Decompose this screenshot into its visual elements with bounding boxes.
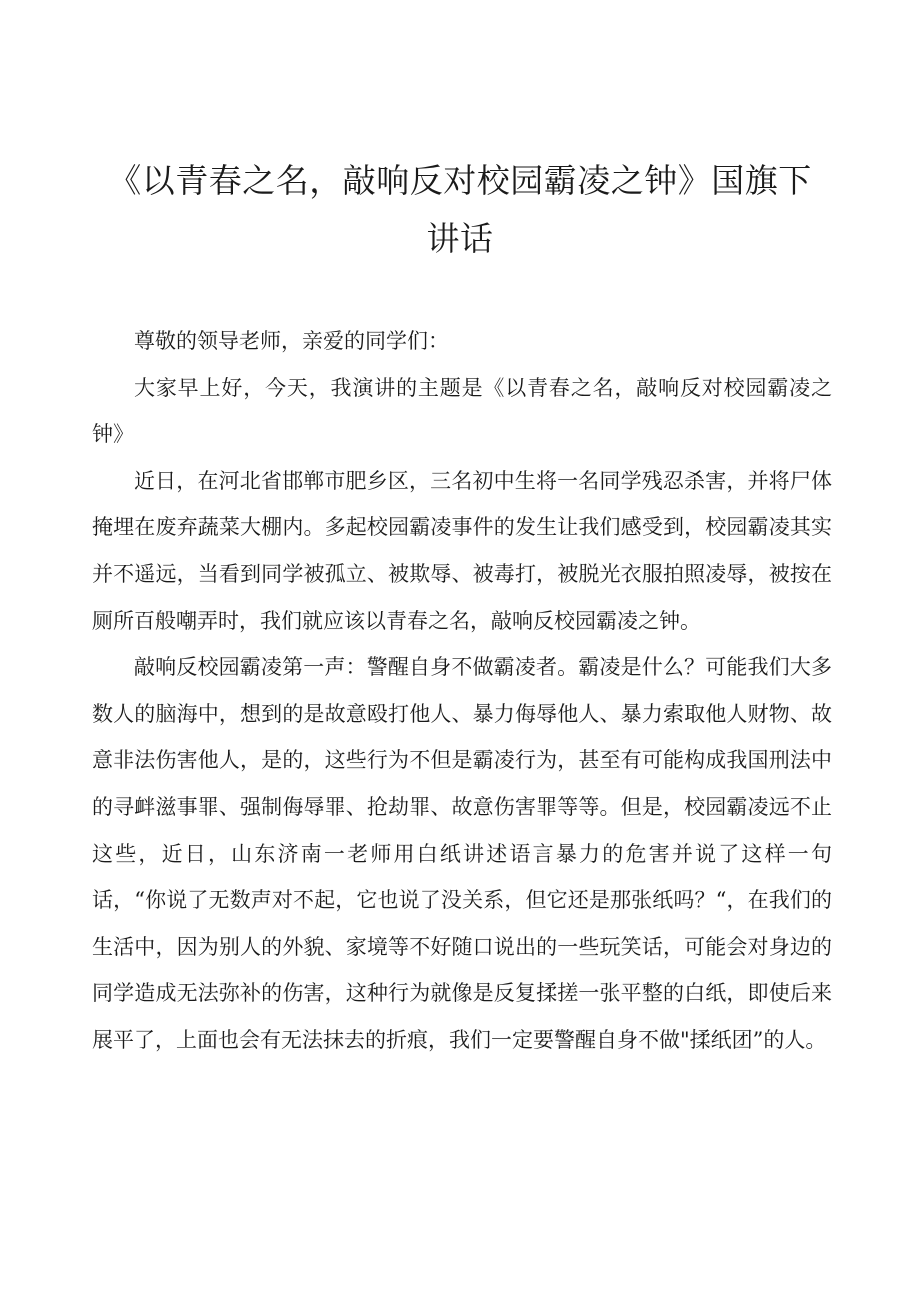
paragraph-topic: 大家早上好，今天，我演讲的主题是《以青春之名，敲响反对校园霸凌之钟》 [92,375,832,447]
paragraph-incident: 近日，在河北省邯郸市肥乡区，三名初中生将一名同学残忍杀害，并将尸体掩埋在废弃蔬菜大棚内。多起校园霸凌事件的发生让我们感受到，校园霸凌其实并不遥远，当看到同学被孤立、被欺辱、被毒打，被脱光衣服拍照凌辱，被按在厕所百般嘲弄时，我们就应该以青春之名，敲响反校园霸凌之钟。 [92,468,832,633]
paragraph-first-bell: 敲响反校园霸凌第一声：警醒自身不做霸凌者。霸凌是什么？可能我们大多数人的脑海中，想到的是故意殴打他人、暴力侮辱他人、暴力索取他人财物、故意非法伤害他人，是的，这些行为不但是霸凌行为，甚至有可能构成我国刑法中的寻衅滋事罪、强制侮辱罪、抢劫罪、故意伤害罪等等。但是，校园霸凌远不止这些，近日，山东济南一老师用白纸讲述语言暴力的危害并说了这样一句话，“你说了无数声对不起，它也说了没关系，但它还是那张纸吗？“，在我们的生活中，因为别人的外貌、家境等不好随口说出的一些玩笑话，可能会对身边的同学造成无法弥补的伤害，这种行为就像是反复揉搓一张平整的白纸，即使后来展平了，上面也会有无法抹去的折痕，我们一定要警醒自身不做"揉纸团”的人。 [92,655,832,1052]
document-body [92,318,832,1064]
document-title: 《以青春之名，敲响反对校园霸凌之钟》国旗下讲话 [108,161,812,258]
paragraph-greeting: 尊敬的领导老师，亲爱的同学们： [134,329,449,353]
